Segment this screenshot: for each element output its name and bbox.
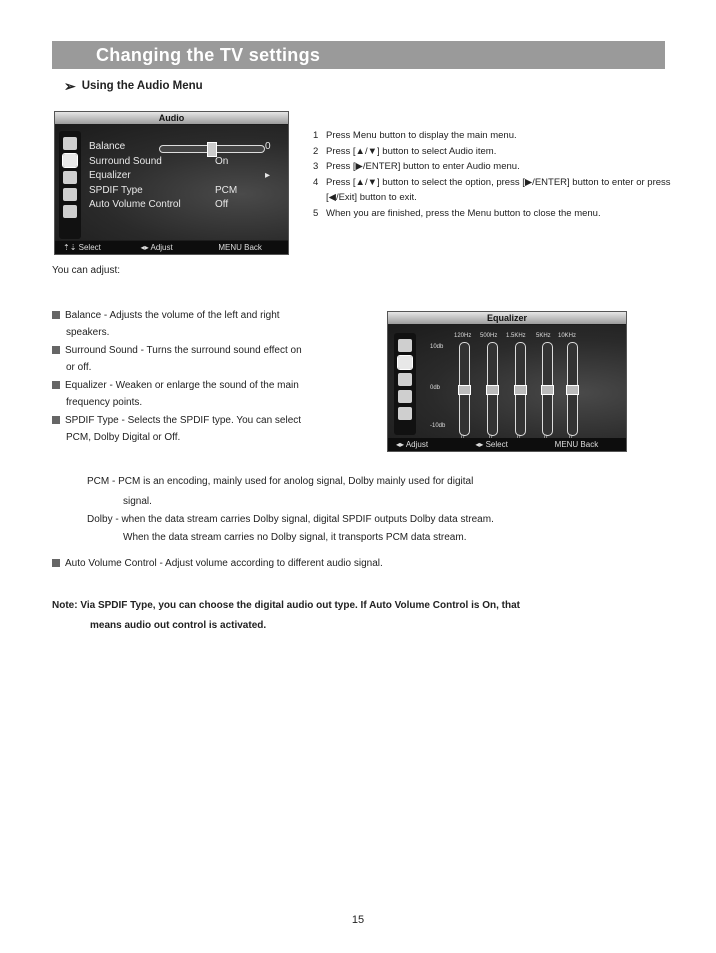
menu-item-value: Off bbox=[215, 199, 229, 210]
eq-band-slider bbox=[487, 342, 498, 436]
footer-hint-adjust: ◂▸ Adjust bbox=[140, 243, 173, 252]
bullet-square bbox=[52, 381, 60, 389]
bullet-text-cont: speakers. bbox=[66, 327, 110, 338]
bullet-text: Auto Volume Control - Adjust volume according to different audio signal. bbox=[65, 558, 383, 569]
page-title-banner bbox=[52, 41, 665, 69]
eq-band-slider bbox=[542, 342, 553, 436]
dolby-text-line: When the data stream carries no Dolby signal, it transports PCM data stream. bbox=[123, 532, 467, 543]
instruction-steps bbox=[313, 128, 673, 221]
chevron-right-icon: ▸ bbox=[265, 170, 271, 181]
setup-icon bbox=[398, 373, 412, 386]
step-text: Press [▶/ENTER] button to enter Audio menu. bbox=[326, 161, 520, 172]
menu-icon-column bbox=[59, 131, 81, 239]
eq-db-label: -10db bbox=[430, 423, 446, 429]
bullet-square bbox=[52, 311, 60, 319]
footer-hint-select: ◂▸ Select bbox=[475, 440, 508, 449]
bullet-square bbox=[52, 346, 60, 354]
footer-hint-select: ⇡⇣ Select bbox=[63, 243, 101, 252]
step-item bbox=[313, 159, 673, 175]
adjust-label: You can adjust: bbox=[52, 265, 121, 276]
menu-row-avc bbox=[89, 199, 284, 214]
bullet-square bbox=[52, 559, 60, 567]
audio-icon bbox=[63, 154, 77, 167]
section-title: Using the Audio Menu bbox=[81, 80, 203, 92]
eq-freq-label: 120Hz bbox=[454, 333, 472, 339]
bullet-surround bbox=[52, 342, 352, 376]
footer-hint-adjust: ◂▸ Adjust bbox=[396, 440, 429, 449]
eq-freq-label: 500Hz bbox=[480, 333, 498, 339]
eq-freq-label: 10KHz bbox=[558, 333, 577, 339]
step-text: When you are finished, press the Menu button to close the menu. bbox=[326, 207, 601, 219]
bullet-equalizer bbox=[52, 377, 352, 411]
step-number: 3 bbox=[313, 161, 319, 172]
menu-item-value: PCM bbox=[215, 184, 238, 196]
note-line: Note: Via SPDIF Type, you can choose the digital audio out type. If Auto Volume Control is On, that bbox=[52, 600, 520, 611]
step-number: 5 bbox=[313, 207, 319, 219]
eq-band-slider bbox=[515, 342, 526, 436]
step-number: 1 bbox=[313, 130, 319, 141]
step-item bbox=[313, 175, 673, 206]
menu-item-label: Auto Volume Control bbox=[89, 199, 181, 210]
audio-menu-body bbox=[55, 125, 288, 240]
eq-band-slider bbox=[459, 342, 470, 436]
bullet-text: Surround Sound - Turns the surround sound effect on bbox=[65, 345, 302, 356]
footer-hint-back: MENU Back bbox=[554, 440, 599, 449]
dolby-text-line: Dolby - when the data stream carries Dolby signal, digital SPDIF outputs Dolby data stream. bbox=[87, 514, 494, 525]
bullet-text-cont: frequency points. bbox=[66, 397, 143, 408]
menu-row-balance bbox=[89, 141, 284, 156]
step-item bbox=[313, 144, 673, 160]
bullet-text: SPDIF Type - Selects the SPDIF type. You can select bbox=[65, 415, 302, 426]
menu-row-surround bbox=[89, 156, 284, 171]
menu-icon-column bbox=[394, 333, 416, 435]
bullet-spdif bbox=[52, 412, 352, 446]
audio-menu-title: Audio bbox=[55, 112, 288, 124]
menu-item-value: On bbox=[215, 155, 229, 167]
balance-slider bbox=[159, 145, 265, 153]
equalizer-footer bbox=[388, 438, 626, 451]
picture-icon bbox=[398, 339, 412, 352]
step-text: Press Menu button to display the main menu. bbox=[326, 130, 517, 141]
eq-db-label: 0db bbox=[430, 385, 441, 391]
equalizer-screenshot bbox=[387, 311, 627, 452]
eq-band-knob bbox=[541, 385, 554, 395]
menu-item-label: Surround Sound bbox=[89, 155, 162, 167]
footer-hint-back: MENU Back bbox=[218, 243, 262, 252]
channel-icon bbox=[63, 205, 77, 218]
bullet-auto-volume bbox=[52, 554, 383, 574]
step-text: Press [▲/▼] button to select the option, press [▶/ENTER] button to enter or press [◀/Exit] button to exit. bbox=[326, 176, 671, 203]
pcm-text-line: PCM - PCM is an encoding, mainly used for anolog signal, Dolby mainly used for digital bbox=[87, 476, 474, 487]
pcm-text-line: signal. bbox=[123, 496, 152, 507]
eq-band-slider bbox=[567, 342, 578, 436]
note-line: means audio out control is activated. bbox=[90, 620, 267, 631]
audio-menu-footer bbox=[55, 241, 288, 254]
features-icon bbox=[63, 188, 77, 201]
equalizer-title: Equalizer bbox=[388, 312, 626, 324]
eq-band-knob bbox=[566, 385, 579, 395]
eq-band-knob bbox=[486, 385, 499, 395]
menu-item-label: Equalizer bbox=[89, 170, 131, 181]
eq-db-label: 10db bbox=[430, 344, 444, 350]
eq-freq-label: 5KHz bbox=[536, 333, 551, 339]
audio-icon bbox=[398, 356, 412, 369]
bullet-text-cont: PCM, Dolby Digital or Off. bbox=[66, 432, 181, 443]
audio-menu-items bbox=[89, 141, 284, 214]
menu-item-label: SPDIF Type bbox=[89, 184, 143, 196]
eq-band-knob bbox=[458, 385, 471, 395]
channel-icon bbox=[398, 407, 412, 420]
step-text: Press [▲/▼] button to select Audio item. bbox=[326, 145, 497, 157]
setup-icon bbox=[63, 171, 77, 184]
menu-item-value: 0 bbox=[265, 141, 271, 152]
step-item bbox=[313, 206, 673, 222]
eq-band-knob bbox=[514, 385, 527, 395]
equalizer-body bbox=[388, 325, 626, 438]
eq-freq-label: 1.5KHz bbox=[506, 333, 526, 339]
arrow-icon: ➢ bbox=[64, 77, 76, 94]
picture-icon bbox=[63, 137, 77, 150]
step-number: 4 bbox=[313, 176, 319, 188]
bullet-square bbox=[52, 416, 60, 424]
bullet-balance bbox=[52, 307, 352, 341]
bullet-text: Balance - Adjusts the volume of the left and right bbox=[65, 310, 280, 321]
menu-row-equalizer bbox=[89, 170, 284, 185]
audio-menu-screenshot bbox=[54, 111, 289, 255]
menu-row-spdif bbox=[89, 185, 284, 200]
step-item bbox=[313, 128, 673, 144]
page-title: Changing the TV settings bbox=[96, 45, 321, 65]
bullet-text: Equalizer - Weaken or enlarge the sound of the main bbox=[65, 380, 299, 391]
features-icon bbox=[398, 390, 412, 403]
page-number: 15 bbox=[351, 914, 365, 926]
step-number: 2 bbox=[313, 145, 319, 157]
section-heading bbox=[64, 77, 203, 94]
note-block bbox=[52, 596, 520, 636]
bullet-text-cont: or off. bbox=[66, 362, 92, 373]
menu-item-label: Balance bbox=[89, 141, 126, 152]
